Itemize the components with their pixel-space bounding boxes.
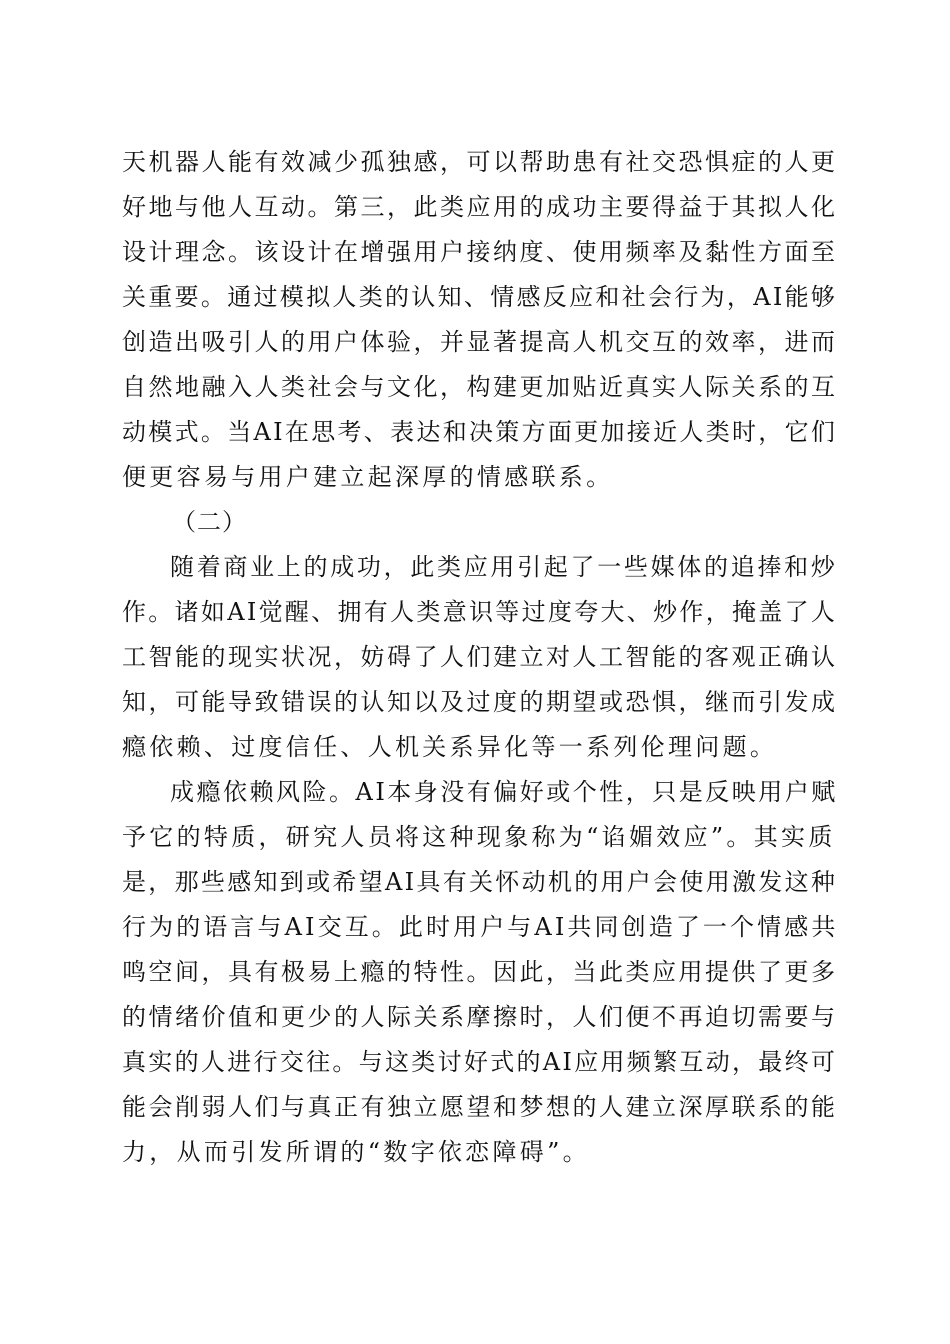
- text-line: 工智能的现实状况，妨碍了人们建立对人工智能的客观正确认: [122, 643, 838, 671]
- text-line: 设计理念。该设计在增强用户接纳度、使用频率及黏性方面至: [122, 238, 838, 266]
- text-line: 随着商业上的成功，此类应用引起了一些媒体的追捧和炒: [170, 553, 838, 581]
- text-line: 成瘾依赖风险。AI本身没有偏好或个性，只是反映用户赋: [170, 778, 838, 806]
- text-line: 鸣空间，具有极易上瘾的特性。因此，当此类应用提供了更多: [122, 958, 838, 986]
- text-line: 知，可能导致错误的认知以及过度的期望或恐惧，继而引发成: [122, 688, 838, 716]
- text-line: 关重要。通过模拟人类的认知、情感反应和社会行为，AI能够: [122, 283, 838, 311]
- text-line: 的情绪价值和更少的人际关系摩擦时，人们便不再迫切需要与: [122, 1003, 838, 1031]
- text-line: 力，从而引发所谓的“数字依恋障碍”。: [122, 1138, 590, 1166]
- text-line: 动模式。当AI在思考、表达和决策方面更加接近人类时，它们: [122, 418, 838, 446]
- text-line: 作。诸如AI觉醒、拥有人类意识等过度夸大、炒作，掩盖了人: [122, 598, 838, 626]
- text-line: 创造出吸引人的用户体验，并显著提高人机交互的效率，进而: [122, 328, 838, 356]
- text-line: 瘾依赖、过度信任、人机关系异化等一系列伦理问题。: [122, 733, 778, 761]
- text-line: 便更容易与用户建立起深厚的情感联系。: [122, 463, 614, 491]
- text-line: 好地与他人互动。第三，此类应用的成功主要得益于其拟人化: [122, 193, 838, 221]
- section-heading: （二）: [172, 508, 247, 536]
- text-line: 真实的人进行交往。与这类讨好式的AI应用频繁互动，最终可: [122, 1048, 838, 1076]
- text-line: 能会削弱人们与真正有独立愿望和梦想的人建立深厚联系的能: [122, 1093, 838, 1121]
- text-line: 自然地融入人类社会与文化，构建更加贴近真实人际关系的互: [122, 373, 838, 401]
- text-line: 天机器人能有效减少孤独感，可以帮助患有社交恐惧症的人更: [122, 148, 838, 176]
- text-line: 行为的语言与AI交互。此时用户与AI共同创造了一个情感共: [122, 913, 839, 941]
- text-line: 是，那些感知到或希望AI具有关怀动机的用户会使用激发这种: [122, 868, 838, 896]
- text-line: 予它的特质，研究人员将这种现象称为“谄媚效应”。其实质: [122, 823, 836, 851]
